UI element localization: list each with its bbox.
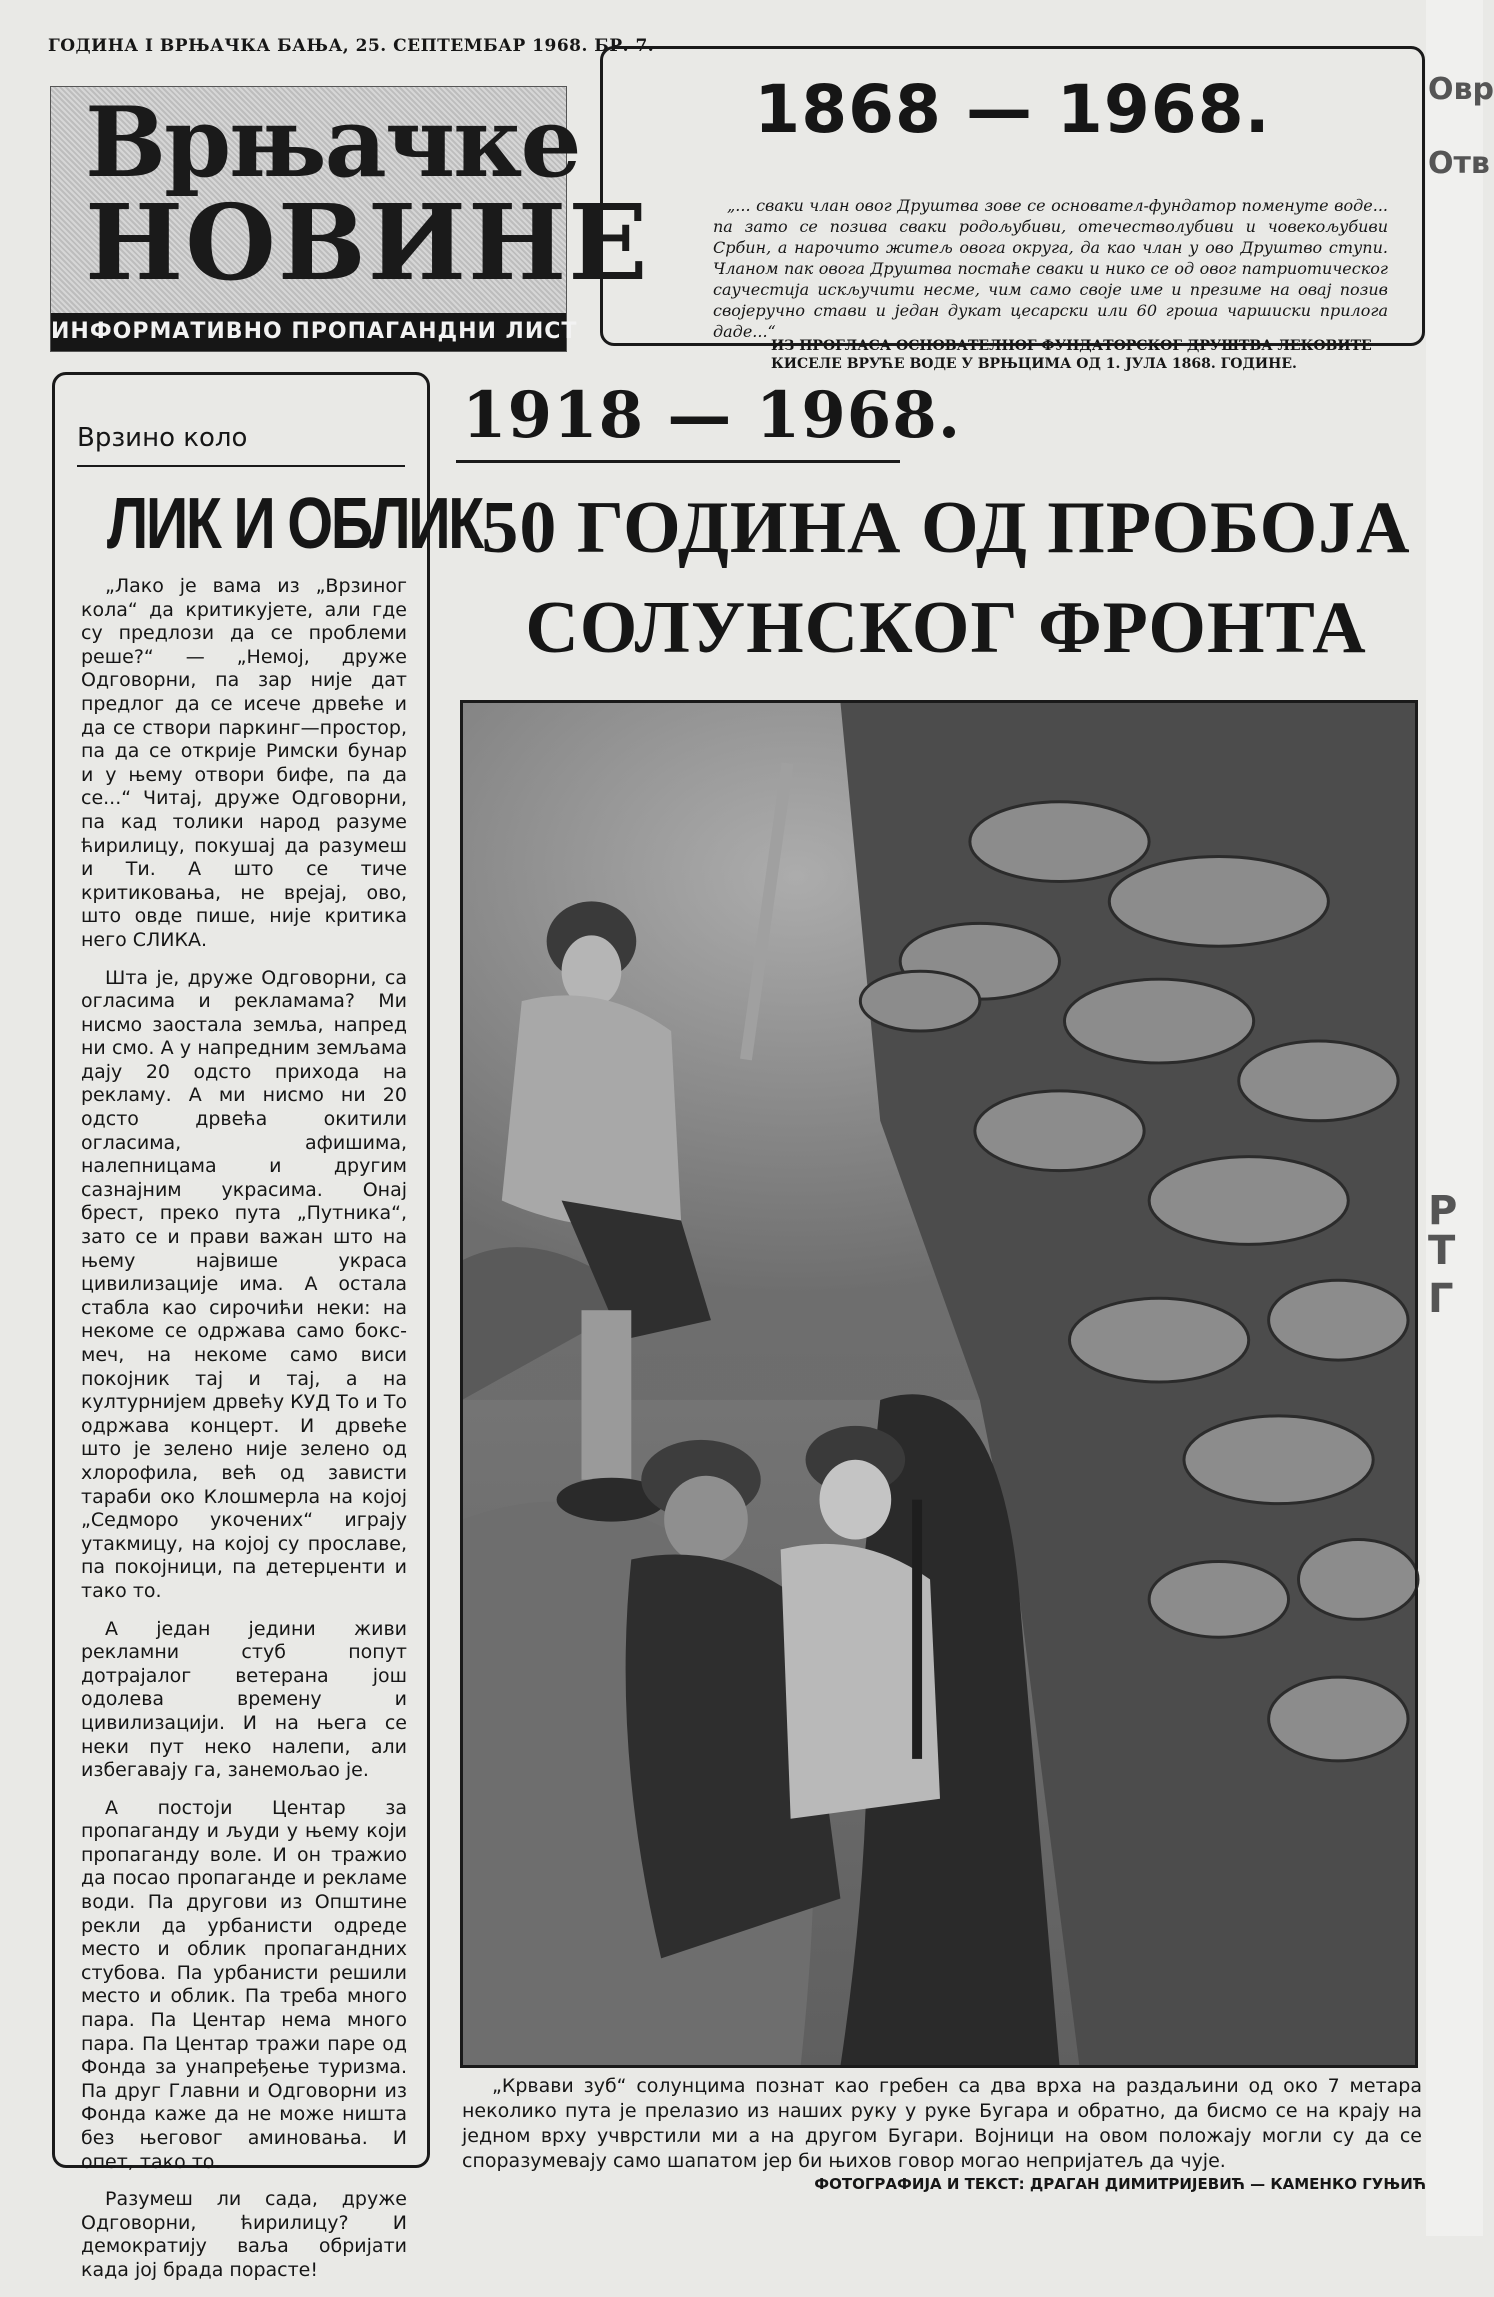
front-photo [460,700,1418,2068]
main-headline [456,478,1436,678]
masthead [50,86,650,352]
left-column-article [52,372,482,2281]
column-body [81,575,407,2297]
photo-credit: ФОТОГРАФИЈА И ТЕКСТ: ДРАГАН ДИМИТРИЈЕВИЋ — КАМЕНКО ГУЊИЋ [814,2175,1426,2193]
column-paragraph: „Лако је вама из „Врзиног кола“ да критикујете, али где су предлози да се проблеми реше?“ — „Немој, друже Одговорни, па зар није дат предлог да се исече дрвеће и да се створи паркинг—простор, па да се открије Римски бунар и у њему отвори бифе, па да се...“ Читај, друже Одговорни, па кад толики народ разуме ћирилицу, покушај да разумеш и Ти. А што се тиче критиковања, не врејај, ово, што овде пише, није критика него СЛИКА. [81,575,407,951]
column-paragraph: А један једини живи рекламни стуб попут дотрајалог ветерана још одолева времену и цивилизацији. И на њега се неки пут неко налепи, али избегавају га, занемољао је. [81,1617,407,1782]
anniversary-quote: „... сваки члан овог Друштва зове се основател-фундатор поменуте воде... па зато се позива сваки родољубиви, отечестволубиви и човекољубиви Србин, а нарочито житељ овога округа, да као члан у ово Друштво ступи. Чланом пак овога Друштва постаће сваки и нико се од овог патриотическог саучестија искључити несме, чим само своје име и презиме на овај позив својеручно стави и један дукат цесарски или 60 гроша чаршиски прилога даде...“ [713,196,1388,341]
column-paragraph: А постоји Центар за пропаганду и људи у њему који пропаганду воле. И он тражио да посао пропаганде и рекламе води. Па другови из Општине рекли да урбанисти одреде место и облик пропагандних стубова. Па урбанисти решили место и облик. Па треба много пара. Па Центар нема много пара. Па Центар тражи паре од Фонда за унапређење туризма. Па друг Главни и Одговорни из Фонда каже да не може ништа без његовог аминовања. И опет, тако то. [81,1796,407,2173]
masthead-title-line1: Врњачке [85,86,580,199]
main-headline-line1: 50 ГОДИНА ОД ПРОБОЈА [481,487,1411,569]
column-headline: ЛИК И ОБЛИК [106,484,482,564]
main-headline-line2: СОЛУНСКОГ ФРОНТА [525,587,1367,669]
anniversary-source: ИЗ ПРОГЛАСА ОСНОВАТЕЛНОГ ФУНДАТОРСКОГ ДРУШТВА ЛЕКОВИТЕ КИСЕЛЕ ВРУЋЕ ВОДЕ У ВРЊЦИМА ОД 1. ЈУЛА 1868. ГОДИНЕ. [771,338,1372,372]
photo-soldiers-in-trench [462,702,1416,2066]
kicker-divider [77,465,405,467]
anniversary-box-1868 [600,46,1425,372]
photo-caption: „Крвави зуб“ солунцима познат као гребен са два врха на раздаљини од око 7 метара неколико пута је прелазио из наших руку у руке Бугара и обратно, да бисмо се на крају на једном врху учврстили ми а на другом Бугари. Војници на овом положају могли су да се споразумевају само шапатом јер би њихов говор могао непријатељ да чује. [462,2075,1422,2172]
anniversary-years: 1868 — 1968. [754,71,1271,148]
edge-fragment: Р [1428,1188,1458,1234]
edge-fragment: Т [1428,1228,1456,1274]
edge-fragment: Г [1428,1276,1454,1322]
column-kicker: Врзино коло [77,423,248,453]
edge-fragment: Овр [1428,72,1494,107]
adjacent-page-edge [1426,0,1494,2236]
issue-meta-line: ГОДИНА I ВРЊАЧКА БАЊА, 25. СЕПТЕМБАР 1968. БР. 7. [48,36,655,56]
masthead-title-line2: НОВИНЕ [85,181,650,304]
edge-fragment: Отв [1428,146,1490,181]
main-years: 1918 — 1968. [462,378,962,453]
main-years-divider [456,460,900,463]
masthead-subtitle-band: ИНФОРМАТИВНО ПРОПАГАНДНИ ЛИСТ [51,313,566,351]
column-paragraph: Шта је, друже Одговорни, са огласима и рекламама? Ми нисмо заостала земља, напред ни смо. А у напредним земљама дају 20 одсто прихода на рекламу. А ми нисмо ни 20 одсто дрвећа окитили огласима, афишима, налепницама и другим сазнајним украсима. Онај брест, преко пута „Путника“, зато се и прави важан што на њему највише украса цивилизације има. А остала стабла као сирочићи неки: на некоме се одржава само бокс-меч, на некоме само виси покојник тај и тај, а на културнијем дрвећу КУД То и То одржава концерт. И дрвеће што је зелено није зелено од хлорофила, већ од зависти тараби око Клошмерла на којој „Седморо укочених“ играју утакмицу, на којој су прославе, па покојници, па детерџенти и тако то. [81,966,407,1602]
column-paragraph: Разумеш ли сада, друже Одговорни, ћирилицу? И демократију ваља обријати када јој брада порасте! [81,2188,407,2281]
